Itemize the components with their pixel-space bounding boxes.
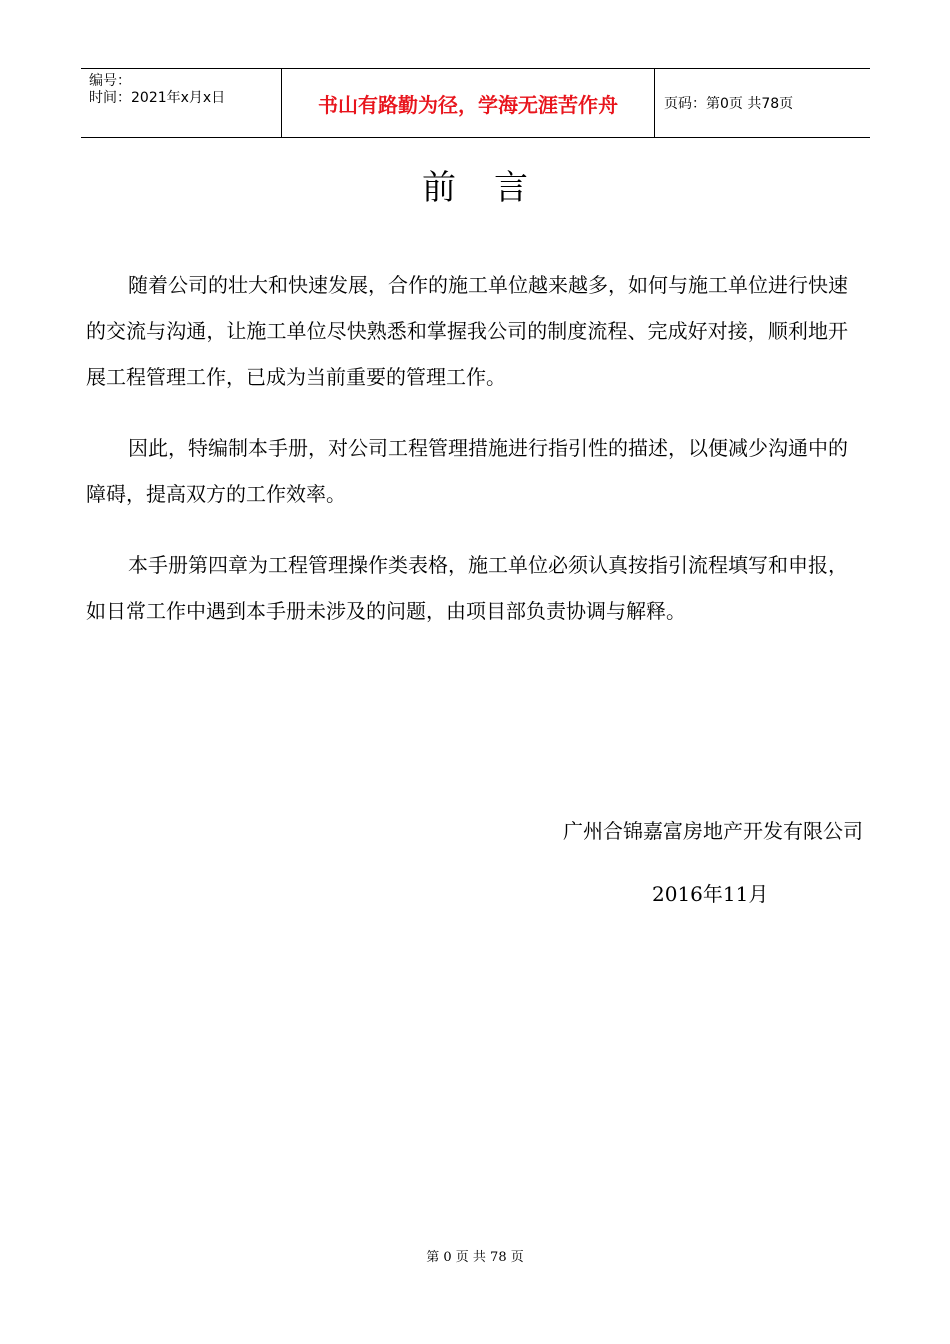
header-page-code: 页码：第0页 共78页 xyxy=(664,96,794,112)
time-label: 时间：2021年x月x日 xyxy=(89,90,226,106)
page-header xyxy=(81,68,870,138)
page-footer: 第 0 页 共 78 页 xyxy=(426,1250,524,1265)
paragraph-1: 随着公司的壮大和快速发展，合作的施工单位越来越多，如何与施工单位进行快速的交流与沟通，让施工单位尽快熟悉和掌握我公司的制度流程、完成好对接，顺利地开展工程管理工作，已成为当前重要的管理工作。 xyxy=(86,273,848,389)
page-title: 前言 xyxy=(422,168,566,208)
signature-date: 2016年11月 xyxy=(652,882,769,906)
header-meta xyxy=(81,69,282,137)
company-signature: 广州合锦嘉富房地产开发有限公司 xyxy=(563,819,863,843)
number-label: 编号： xyxy=(89,73,131,89)
header-motto: 书山有路勤为径，学海无涯苦作舟 xyxy=(282,69,655,137)
paragraph-3: 本手册第四章为工程管理操作类表格，施工单位必须认真按指引流程填写和申报，如日常工作中遇到本手册未涉及的问题，由项目部负责协调与解释。 xyxy=(86,553,848,623)
paragraph-2: 因此，特编制本手册，对公司工程管理措施进行指引性的描述，以便减少沟通中的障碍，提高双方的工作效率。 xyxy=(86,436,848,506)
preface-body xyxy=(86,262,848,659)
